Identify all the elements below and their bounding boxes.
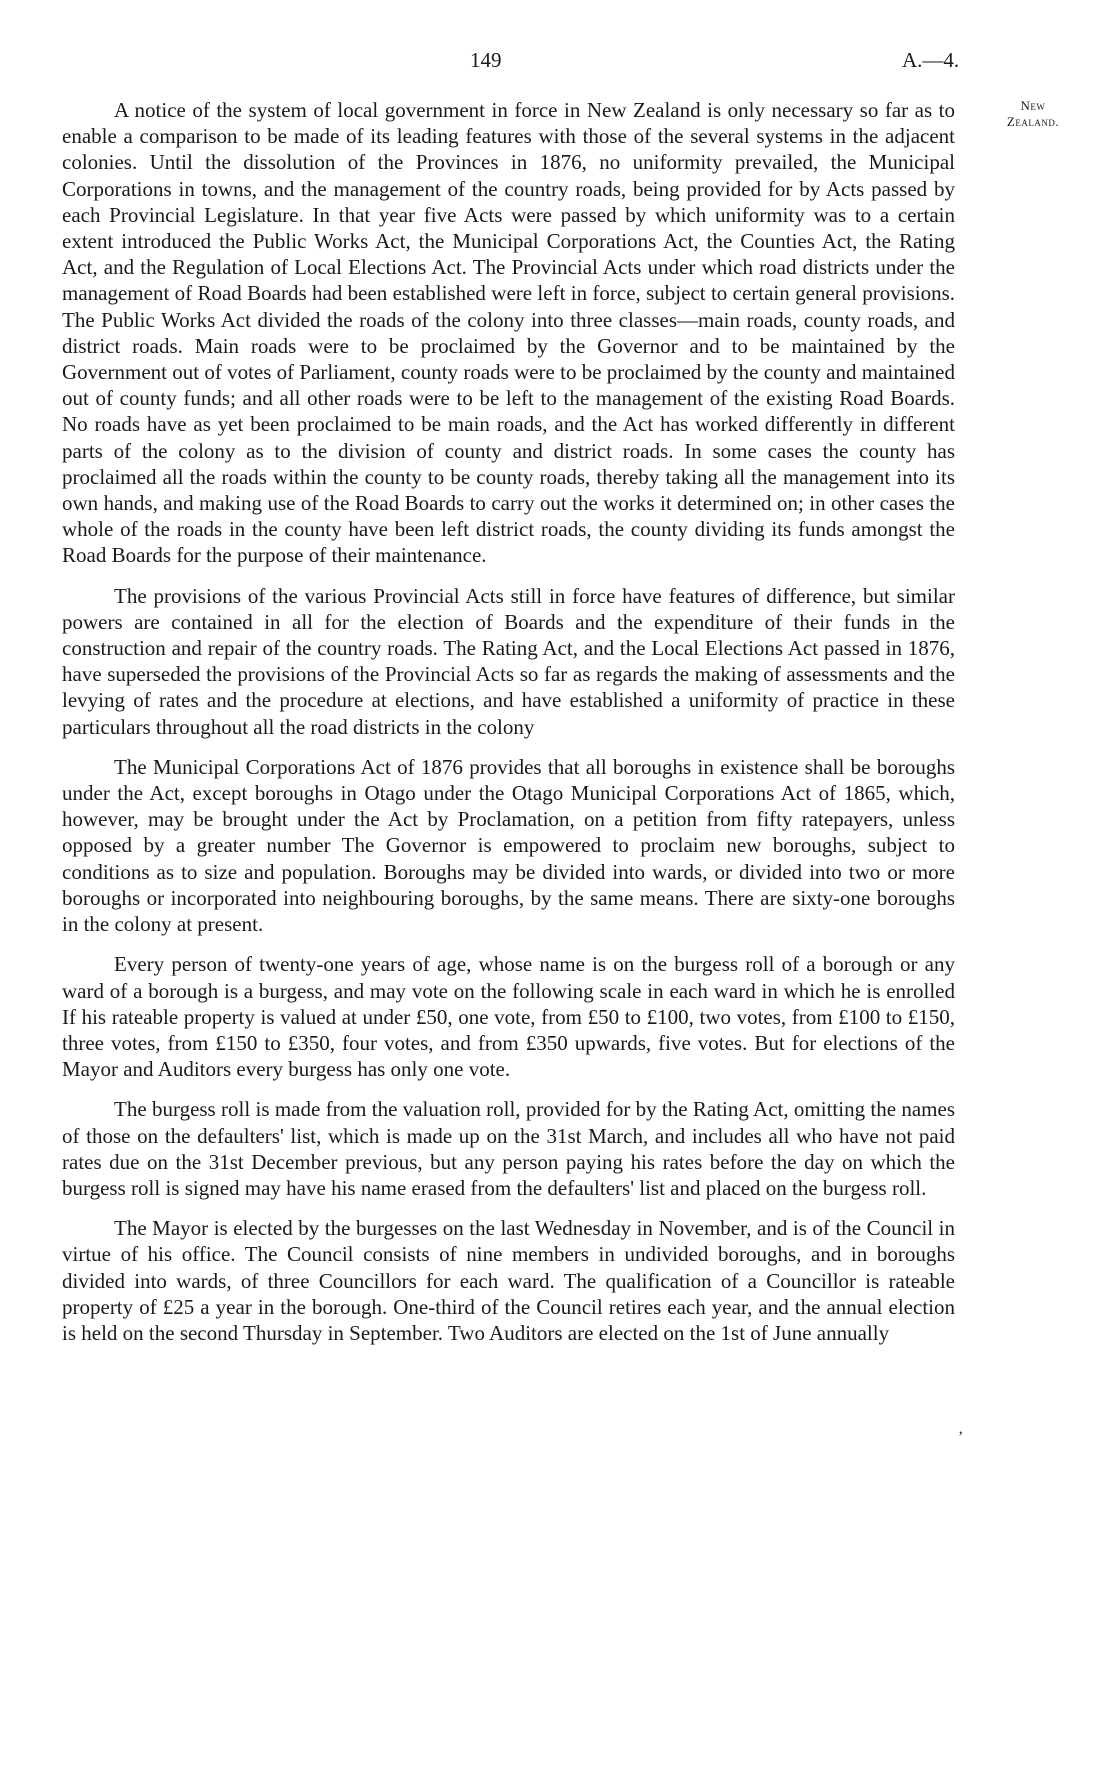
stray-mark-icon: ‚: [958, 1420, 964, 1437]
paragraph-provincial-acts: The provisions of the various Provincial Acts still in force have features of difference, but similar powers are contained in all for the election of Boards and the expenditure of their funds in the construction and repair of the country roads. The Rating Act, and the Local Elections Act passed in 1876, have superseded the provisions of the Provincial Acts so far as regards the making of assessments and the levying of rates and the procedure at elections, and have established a uniformity of practice in these particulars throughout all the road districts in the colony: [62, 583, 955, 739]
margin-note-line-1: New: [1020, 98, 1046, 113]
margin-note-line-2: Zealand.: [1006, 114, 1060, 129]
margin-note: [978, 98, 1088, 130]
paragraph-municipal-corporations-act: The Municipal Corporations Act of 1876 provides that all boroughs in existence shall be boroughs under the Act, except boroughs in Otago under the Otago Municipal Corporations Act of 1865, which, however, may be brought under the Act by Proclamation, on a petition from fifty ratepayers, unless opposed by a greater number The Governor is empowered to proclaim new boroughs, subject to conditions as to size and population. Boroughs may be divided into wards, or divided into two or more boroughs or incorporated into neighbouring boroughs, by the same means. There are sixty-one boroughs in the colony at present.: [62, 754, 955, 937]
paragraph-burgess-roll: The burgess roll is made from the valuation roll, provided for by the Rating Act, omitting the names of those on the defaulters' list, which is made up on the 31st March, and includes all who have not paid rates due on the 31st December previous, but any person paying his rates before the day on which the burgess roll is signed may have his name erased from the defaulters' list and placed on the burgess roll.: [62, 1097, 955, 1200]
paragraph-mayor-and-council: The Mayor is elected by the burgesses on the last Wednesday in November, and is of the Council in virtue of his office. The Council consists of nine members in undivided boroughs, and in boroughs divided into wards, of three Councillors for each ward. The qualification of a Councillor is rateable property of £25 a year in the borough. One-third of the Council retires each year, and the annual election is held on the second Thursday in September. Two Auditors are elected on the 1st of June annually: [62, 1216, 955, 1345]
body-text: [62, 97, 955, 1360]
paragraph-burgess-voting: Every person of twenty-one years of age, whose name is on the burgess roll of a borough or any ward of a borough is a burgess, and may vote on the following scale in each ward in which he is enrolled If his rateable property is valued at under £50, one vote, from £50 to £100, two votes, from £100 to £150, three votes, from £150 to £350, four votes, and from £350 upwards, five votes. But for elections of the Mayor and Auditors every burgess has only one vote.: [62, 952, 955, 1082]
page-number: 149: [470, 48, 502, 72]
document-reference: A.—4.: [902, 48, 960, 72]
paragraph-local-government-overview: A notice of the system of local government in force in New Zealand is only necessary so far as to enable a comparison to be made of its leading features with those of the several systems in the adjacent colonies. Until the dissolution of the Provinces in 1876, no uniformity prevailed, the Municipal Corporations in towns, and the management of the country roads, being provided for by Acts passed by each Provincial Legislature. In that year five Acts were passed by which uniformity was to a certain extent introduced the Public Works Act, the Municipal Corporations Act, the Counties Act, the Rating Act, and the Regulation of Local Elections Act. The Provincial Acts under which road districts under the management of Road Boards had been established were left in force, subject to certain general provisions. The Public Works Act divided the roads of the colony into three classes—main roads, county roads, and district roads. Main roads were to be proclaimed by the Governor and to be maintained by the Government out of votes of Parliament, county roads were to be proclaimed by the county and maintained out of county funds; and all other roads were to be left to the management of the existing Road Boards. No roads have as yet been proclaimed to be main roads, and the Act has worked differently in different parts of the colony as to the division of county and district roads. In some cases the county has proclaimed all the roads within the county to be county roads, thereby taking all the management into its own hands, and making use of the Road Boards to carry out the works it determined on; in other cases the whole of the roads in the county have been left district roads, the county dividing its funds amongst the Road Boards for the purpose of their maintenance.: [62, 98, 955, 568]
